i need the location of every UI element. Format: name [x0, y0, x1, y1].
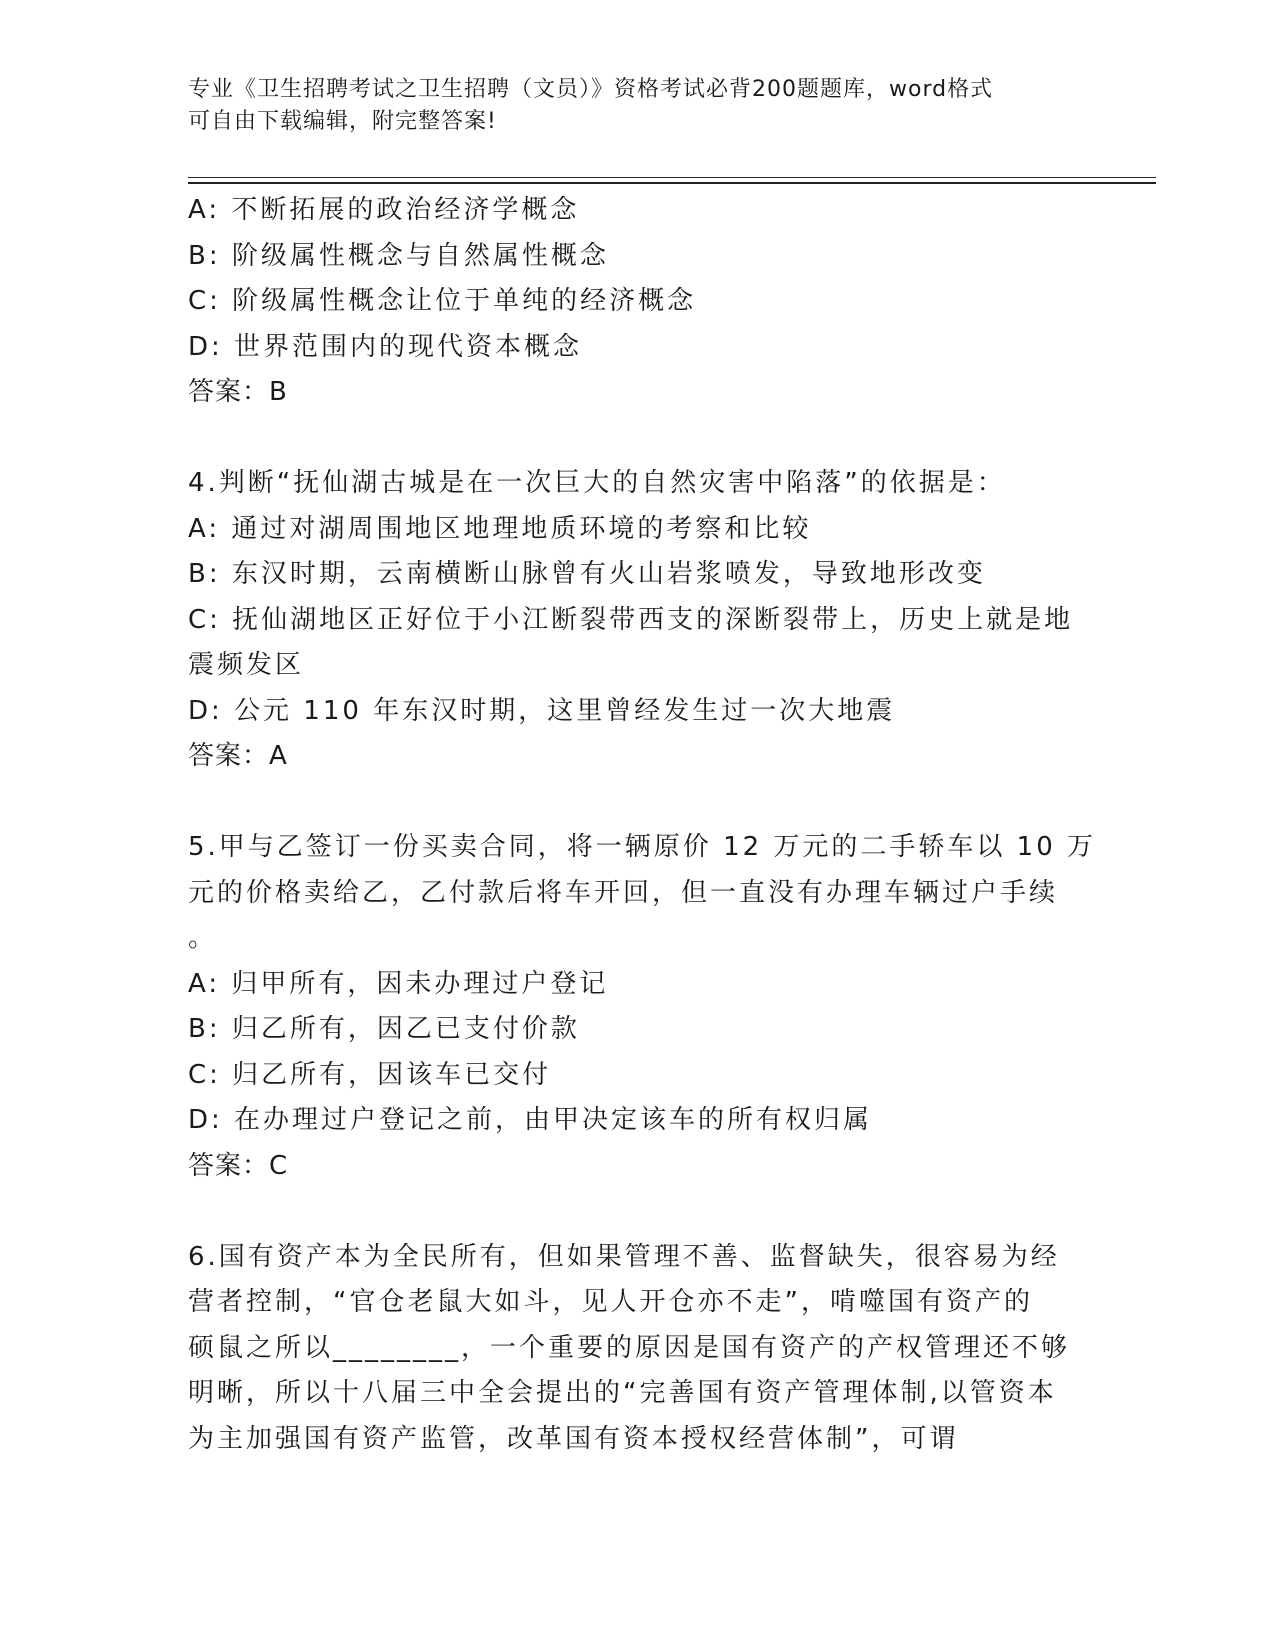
header-divider-thin	[188, 177, 1156, 178]
option-a: A: 不断拓展的政治经济学概念	[188, 195, 580, 225]
option-d: D: 在办理过户登记之前，由甲决定该车的所有权归属	[188, 1105, 873, 1135]
question-stem: 。	[188, 923, 218, 953]
question-stem: 4.判断“抚仙湖古城是在一次巨大的自然灾害中陷落”的依据是：	[188, 468, 1006, 498]
option-b: B: 东汉时期，云南横断山脉曾有火山岩浆喷发，导致地形改变	[188, 559, 986, 589]
question-4	[188, 461, 1088, 780]
question-stem: 为主加强国有资产监管，改革国有资本授权经营体制”，可谓	[188, 1423, 959, 1454]
option-b: B: 归乙所有，因乙已支付价款	[188, 1014, 580, 1044]
spacer	[188, 780, 1088, 826]
option-b: B: 阶级属性概念与自然属性概念	[188, 240, 609, 271]
answer: 答案：A	[188, 741, 288, 771]
question-stem: 5.甲与乙签订一份买卖合同，将一辆原价 12 万元的二手轿车以 10 万	[188, 832, 1097, 862]
question-stem: 6.国有资产本为全民所有，但如果管理不善、监督缺失，很容易为经	[188, 1241, 1060, 1272]
header-line-1: 专业《卫生招聘考试之卫生招聘（文员）》资格考试必背200题题库，word格式	[188, 77, 994, 102]
header-divider-thick	[188, 182, 1156, 184]
option-c: C: 抚仙湖地区正好位于小江断裂带西支的深断裂带上，历史上就是地	[188, 604, 1074, 635]
option-d: D: 公元 110 年东汉时期，这里曾经发生过一次大地震	[188, 695, 896, 726]
option-a: A: 通过对湖周围地区地理地质环境的考察和比较	[188, 513, 812, 544]
option-a: A: 归甲所有，因未办理过户登记	[188, 968, 609, 999]
question-stem: 营者控制，“官仓老鼠大如斗，见人开仓亦不走”，啃噬国有资产的	[188, 1287, 1033, 1317]
question-stem: 硕鼠之所以________，一个重要的原因是国有资产的产权管理还不够	[188, 1332, 1071, 1363]
option-c-continued: 震频发区	[188, 650, 305, 680]
question-6	[188, 1235, 1088, 1463]
question-5	[188, 825, 1097, 1189]
option-d: D: 世界范围内的现代资本概念	[188, 331, 583, 362]
question-stem: 元的价格卖给乙，乙付款后将车开回，但一直没有办理车辆过户手续	[188, 877, 1059, 908]
question-3	[188, 188, 1088, 416]
answer: 答案：C	[188, 1150, 289, 1181]
answer: 答案：B	[188, 377, 288, 407]
header-line-2: 可自由下载编辑，附完整答案!	[188, 109, 497, 134]
question-content	[188, 188, 1097, 1462]
question-stem: 明晰，所以十八届三中全会提出的“完善国有资产管理体制,以管资本	[188, 1378, 1057, 1408]
option-c: C: 归乙所有，因该车已交付	[188, 1059, 552, 1090]
option-c: C: 阶级属性概念让位于单纯的经济概念	[188, 286, 697, 316]
spacer	[188, 1189, 1088, 1235]
document-header	[188, 74, 1088, 138]
spacer	[188, 416, 1088, 462]
